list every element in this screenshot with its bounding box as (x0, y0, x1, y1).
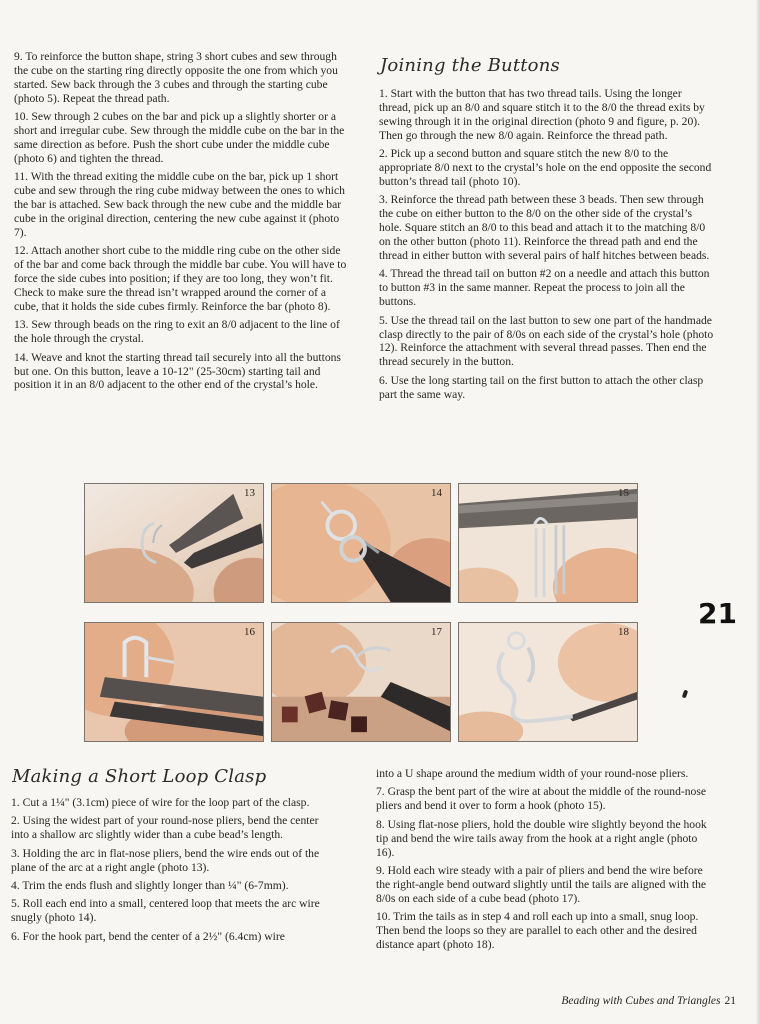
photo-18-image (459, 623, 637, 741)
step-paragraph: 10. Trim the tails as in step 4 and roll each up into a small, snug loop. Then bend the loops so they are parallel to each other and the desired distance apart (photo 18). (376, 910, 699, 951)
making-clasp-heading: Making a Short Loop Clasp (12, 766, 267, 787)
steps-left-top (14, 50, 347, 397)
step-paragraph: 5. Roll each end into a small, centered loop that meets the arc wire snugly (photo 14). (11, 897, 320, 925)
photo-14 (271, 483, 451, 603)
step-paragraph: into a U shape around the medium width of your round-nose pliers. (376, 767, 689, 780)
photo-13 (84, 483, 264, 603)
photo-16 (84, 622, 264, 742)
photo-18 (458, 622, 638, 742)
step-paragraph: 6. Use the long starting tail on the first button to attach the other clasp part the same way. (379, 373, 704, 401)
photo-15-image (459, 484, 637, 602)
photo-number: 18 (618, 626, 629, 638)
step-paragraph: 2. Using the widest part of your round-nose pliers, bend the center into a shallow arc slightly wider than a cube bead’s length. (11, 814, 319, 842)
step-paragraph: 1. Cut a 1¼" (3.1cm) piece of wire for the loop part of the clasp. (11, 796, 310, 809)
photo-number: 14 (431, 487, 442, 499)
step-paragraph: 13. Sew through beads on the ring to exit an 8/0 adjacent to the line of the hole through the crystal. (14, 318, 340, 346)
photo-17 (271, 622, 451, 742)
photo-16-image (85, 623, 263, 741)
footer-page-number: 21 (724, 995, 736, 1007)
book-title: Beading with Cubes and Triangles (561, 995, 721, 1007)
photo-17-image (272, 623, 450, 741)
step-paragraph: 3. Reinforce the thread path between these 3 beads. Then sew through the cube on either button to the 8/0 on the other side of the crystal’s hole. Square stitch an 8/0 to this bead and attach it to the matching 8/0 on the other button (photo 11). Reinforce the thread path and end the thread in either button with several pairs of half hitches between beads. (379, 193, 710, 262)
step-paragraph: 8. Using flat-nose pliers, hold the double wire slightly beyond the hook tip and bend the wire tails away from the hook at a right angle (photo 16). (376, 817, 707, 859)
step-paragraph: 4. Trim the ends flush and slightly longer than ¼" (6-7mm). (11, 879, 289, 893)
step-paragraph: 10. Sew through 2 cubes on the bar and pick up a slightly shorter or a short and irregular cube. Sew through the middle cube on the bar in the same direction as before. Push the short cube under the middle cube (photo 6) and tighten the thread. (14, 110, 345, 165)
photo-number: 17 (431, 626, 442, 638)
photo-13-image (85, 484, 263, 602)
clasp-steps-right (376, 767, 710, 956)
joining-buttons-heading: Joining the Buttons (380, 55, 560, 76)
joining-steps (379, 87, 715, 406)
step-paragraph: 5. Use the thread tail on the last button to sew one part of the handmade clasp directly to the pair of 8/0s on each side of the crystal’s hole (photo 12). Reinforce the attachment with several thread passes. Then end the thread securely in the button. (379, 313, 714, 369)
photo-number: 15 (618, 487, 629, 499)
step-paragraph: 2. Pick up a second button and square stitch the new 8/0 to the appropriate 8/0 next to the crystal’s hole on the end opposite the second button’s thread tail (photo 10). (379, 147, 712, 188)
step-paragraph: 3. Holding the arc in flat-nose pliers, bend the wire ends out of the plane of the arc at a right angle (photo 13). (11, 846, 320, 874)
step-paragraph: 4. Thread the thread tail on button #2 on a needle and attach this button to button #3 in the same manner. Repeat the process to join all the buttons. (379, 267, 710, 309)
photo-number: 16 (244, 626, 255, 638)
photo-number: 13 (244, 487, 255, 499)
page-footer (561, 995, 736, 1007)
ink-speck (682, 690, 688, 699)
step-paragraph: 6. For the hook part, bend the center of a 2½" (6.4cm) wire (11, 929, 285, 943)
page-edge (756, 0, 760, 1024)
step-paragraph: 7. Grasp the bent part of the wire at about the middle of the round-nose pliers and bend it over to form a hook (photo 15). (376, 785, 707, 813)
photo-14-image (272, 484, 450, 602)
clasp-steps-left (11, 796, 338, 948)
page-number-mark: 21 (698, 597, 737, 630)
step-paragraph: 11. With the thread exiting the middle cube on the bar, pick up 1 short cube and sew through the ring cube midway between the ones to which the bar is attached. Sew back through the new cube and the middle bar cube in the original direction, centering the new cube against it (photo 7). (14, 170, 345, 239)
photo-15 (458, 483, 638, 603)
step-paragraph: 1. Start with the button that has two thread tails. Using the longer thread, pick up an 8/0 and square stitch it to the 8/0 the thread exits by sewing through it in the original direction (photo 9 and figure, p. 20). Then go through the new 8/0 again. Reinforce the thread path. (379, 87, 705, 142)
step-paragraph: 9. To reinforce the button shape, string 3 short cubes and sew through the cube on the starting ring directly opposite the one from which you started. Sew back through the 3 cubes and through the starting cube (photo 5). Repeat the thread path. (14, 50, 338, 105)
step-paragraph: 12. Attach another short cube to the middle ring cube on the other side of the bar and come back through the middle bar cube. You will have to force the side cubes into position; if they are too long, they won’t fit. Check to make sure the thread isn’t wrapped around the corner of a cube, that it holds the side cubes firmly. Reinforce the bar (photo 8). (14, 244, 347, 313)
step-paragraph: 14. Weave and knot the starting thread tail securely into all the buttons but one. On this button, leave a 10-12" (25-30cm) starting tail and position it in an 8/0 adjacent to the other end of the crystal’s hole. (14, 350, 341, 392)
step-paragraph: 9. Hold each wire steady with a pair of pliers and bend the wire before the right-angle bend outward slightly until the tails are aligned with the 8/0s on each side of a cube bead (photo 17). (376, 863, 707, 905)
